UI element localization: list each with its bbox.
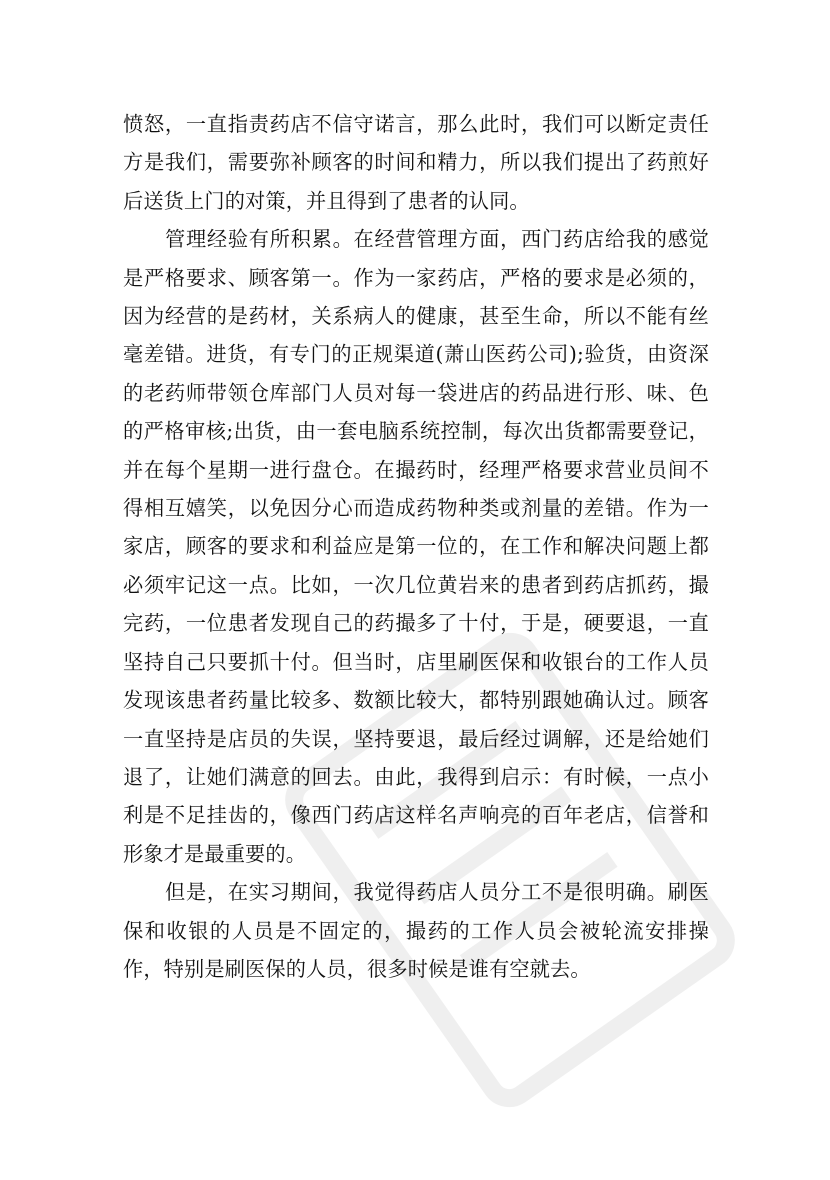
paragraph-3: 但是，在实习期间，我觉得药店人员分工不是很明确。刷医保和收银的人员是不固定的，撮药的工作人员会被轮流安排操作，特别是刷医保的人员，很多时候是谁有空就去。: [123, 880, 709, 981]
paragraph-2: 管理经验有所积累。在经营管理方面，西门药店给我的感觉是严格要求、顾客第一。作为一家药店，严格的要求是必须的，因为经营的是药材，关系病人的健康，甚至生命，所以不能有丝毫差错。进货，有专门的正规渠道(萧山医药公司);验货，由资深的老药师带领仓库部门人员对每一袋进店的药品进行形、味、色的严格审核;出货，由一套电脑系统控制，每次出货都需要登记，并在每个星期一进行盘仓。在撮药时，经理严格要求营业员间不得相互嬉笑，以免因分心而造成药物种类或剂量的差错。作为一家店，顾客的要求和利益应是第一位的，在工作和解决问题上都必须牢记这一点。比如，一次几位黄岩来的患者到药店抓药，撮完药，一位患者发现自己的药撮多了十付，于是，硬要退，一直坚持自己只要抓十付。但当时，店里刷医保和收银台的工作人员发现该患者药量比较多、数额比较大，都特别跟她确认过。顾客一直坚持是店员的失误，坚持要退，最后经过调解，还是给她们退了，让她们满意的回去。由此，我得到启示：有时候，一点小利是不足挂齿的，像西门药店这样名声响亮的百年老店，信誉和形象才是最重要的。: [123, 227, 709, 866]
paragraph-1: 愤怒，一直指责药店不信守诺言，那么此时，我们可以断定责任方是我们，需要弥补顾客的时间和精力，所以我们提出了药煎好后送货上门的对策，并且得到了患者的认同。: [123, 112, 709, 213]
document-body: [123, 105, 709, 988]
